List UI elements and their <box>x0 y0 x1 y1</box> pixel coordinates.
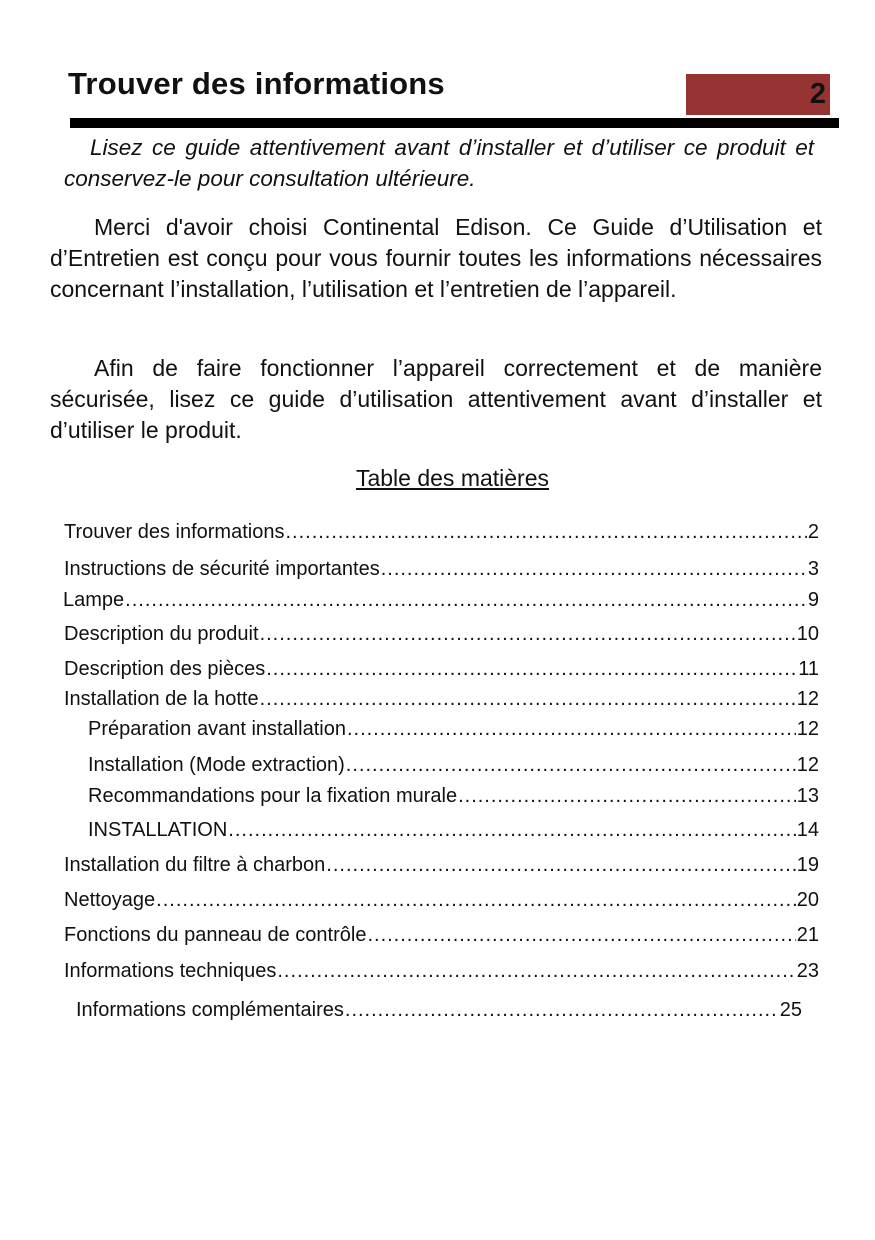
toc-entry-page: 13 <box>796 785 819 807</box>
toc-entry-label: Informations complémentaires <box>76 999 344 1021</box>
toc-entry-page: 3 <box>807 558 819 580</box>
toc-heading: Table des matières <box>355 465 550 491</box>
toc-leader <box>156 889 796 912</box>
toc-leader <box>125 589 807 612</box>
toc-entry[interactable] <box>64 558 819 584</box>
toc-entry-page: 11 <box>798 658 819 680</box>
toc-entry-page: 12 <box>796 718 819 740</box>
toc-leader <box>285 521 806 544</box>
toc-entry-page: 21 <box>796 924 819 946</box>
toc-entry[interactable] <box>88 754 819 780</box>
toc-entry-page: 12 <box>796 688 819 710</box>
toc-entry-label: Fonctions du panneau de contrôle <box>64 924 367 946</box>
toc-entry-page: 20 <box>796 889 819 911</box>
toc-entry-label: Installation de la hotte <box>64 688 259 710</box>
toc-entry-label: Nettoyage <box>64 889 156 911</box>
toc-entry-label: Installation (Mode extraction) <box>88 754 345 776</box>
toc-entry-page: 10 <box>796 623 819 645</box>
toc-entry[interactable] <box>64 688 819 714</box>
toc-leader <box>458 785 796 808</box>
toc-entry[interactable] <box>64 924 819 950</box>
toc-entry[interactable] <box>76 999 802 1025</box>
toc-entry-label: Installation du filtre à charbon <box>64 854 326 876</box>
toc-entry-label: Trouver des informations <box>64 521 285 543</box>
toc-entry-label: Recommandations pour la fixation murale <box>88 785 458 807</box>
paragraph-thanks: Merci d'avoir choisi Continental Edison. Ce Guide d’Utilisation et d’Entretien est conçu pour vous fournir toutes les informations nécessaires concernant l’installation, l’utilisation et l’entretien de l’appareil. <box>50 214 822 302</box>
page-number-badge <box>686 74 830 115</box>
toc-leader <box>326 854 795 877</box>
page-title: Trouver des informations <box>68 66 445 101</box>
toc-entry-page: 19 <box>796 854 819 876</box>
toc-leader <box>345 999 779 1022</box>
toc-leader <box>381 558 807 581</box>
toc-entry[interactable] <box>64 623 819 649</box>
toc-leader <box>228 819 795 842</box>
toc-leader <box>346 754 796 777</box>
toc-entry-page: 12 <box>796 754 819 776</box>
toc-leader <box>367 924 795 947</box>
toc-entry-label: Instructions de sécurité importantes <box>64 558 380 580</box>
toc-entry[interactable] <box>64 889 819 915</box>
toc-entry[interactable] <box>88 718 819 744</box>
intro-note: Lisez ce guide attentivement avant d’installer et d’utiliser ce produit et conservez-le pour consultation ultérieure. <box>64 135 814 191</box>
toc-entry-label: Informations techniques <box>64 960 277 982</box>
toc-entry[interactable] <box>64 854 819 880</box>
toc-entry[interactable] <box>88 785 819 811</box>
toc-entry-label: Description du produit <box>64 623 259 645</box>
toc-entry[interactable] <box>64 960 819 986</box>
toc-leader <box>266 658 797 681</box>
toc-entry-page: 2 <box>807 521 819 543</box>
toc-entry-label: Préparation avant installation <box>88 718 346 740</box>
toc-entry-page: 25 <box>779 999 802 1021</box>
toc-entry[interactable] <box>63 589 819 615</box>
toc-entry-label: INSTALLATION <box>88 819 228 841</box>
header-rule <box>70 118 839 128</box>
toc-leader <box>347 718 796 741</box>
paragraph-safety: Afin de faire fonctionner l’appareil correctement et de manière sécurisée, lisez ce guide d’utilisation attentivement avant d’installer et d’utiliser le produit. <box>50 355 822 443</box>
toc-entry-page: 23 <box>796 960 819 982</box>
toc-entry[interactable] <box>88 819 819 845</box>
toc-entry-page: 9 <box>807 589 819 611</box>
toc-entry-page: 14 <box>796 819 819 841</box>
toc-entry[interactable] <box>64 658 819 684</box>
toc-leader <box>277 960 795 983</box>
toc-leader <box>260 688 796 711</box>
toc-entry-label: Lampe <box>63 589 125 611</box>
toc-leader <box>260 623 796 646</box>
toc-entry[interactable] <box>64 521 819 547</box>
toc-entry-label: Description des pièces <box>64 658 266 680</box>
page-number: 2 <box>809 78 826 110</box>
